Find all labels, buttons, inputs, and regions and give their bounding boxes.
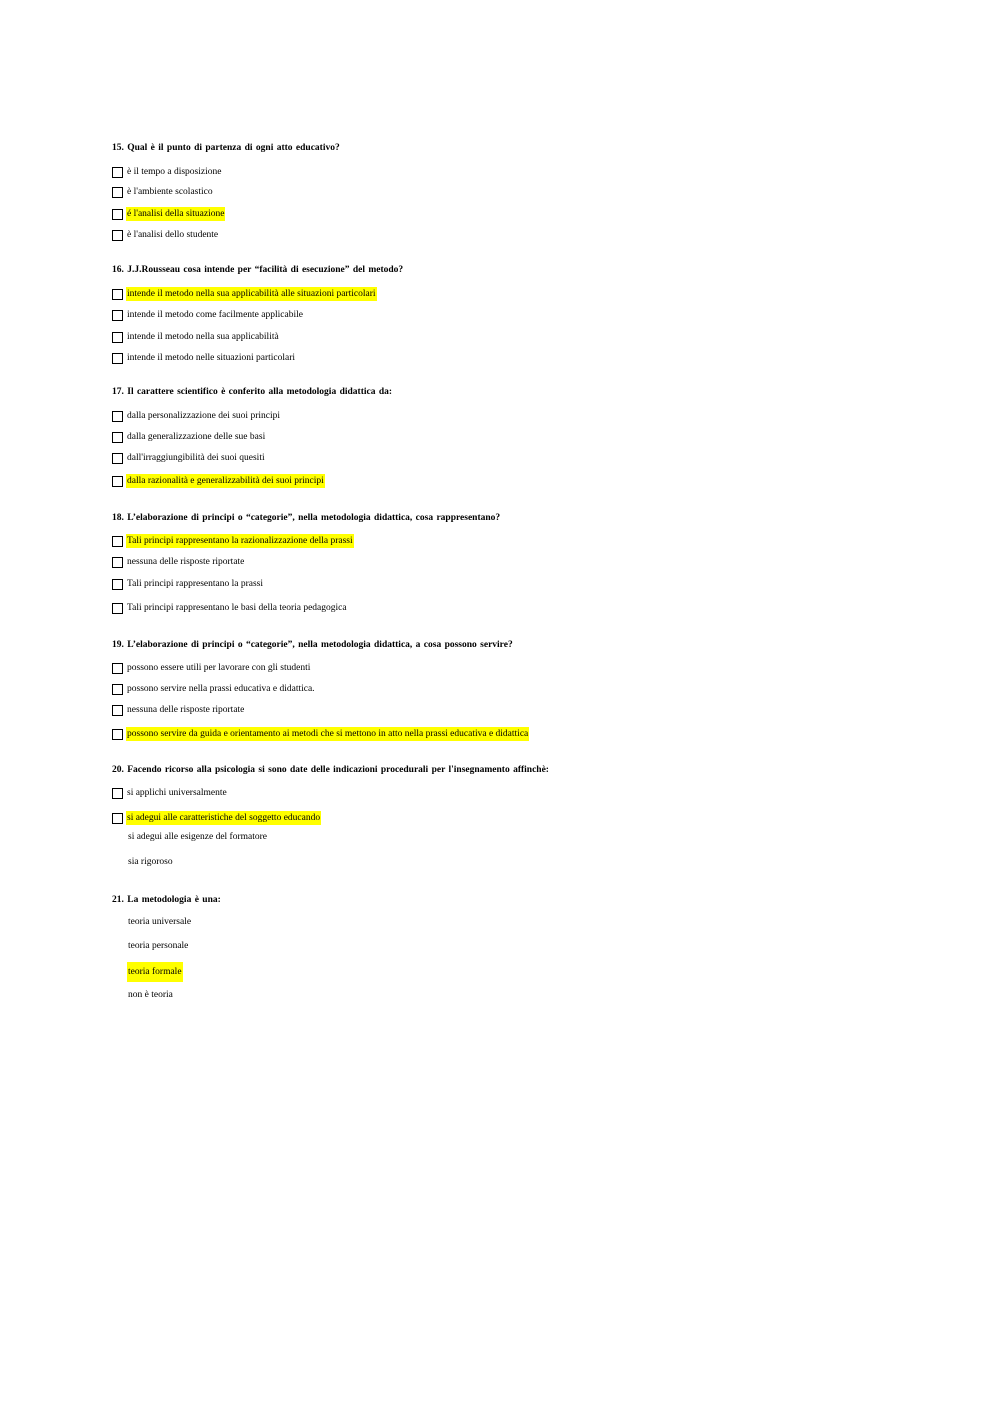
option-label-highlighted: Tali principi rappresentano la razionalizzazione della prassi	[127, 536, 353, 546]
question-18-title: 18. L’elaborazione di principi o “categorie”, nella metodologia didattica, cosa rappresentano?	[112, 513, 501, 523]
checkbox-empty-icon[interactable]	[112, 353, 123, 364]
option-label: intende il metodo nelle situazioni particolari	[127, 353, 296, 363]
option-label: è l'ambiente scolastico	[127, 187, 213, 197]
checkbox-empty-icon[interactable]	[112, 289, 123, 300]
checkbox-empty-icon[interactable]	[112, 432, 123, 443]
checkbox-empty-icon[interactable]	[112, 557, 123, 568]
question-18-option-2[interactable]	[112, 555, 245, 569]
question-15-option-3[interactable]	[112, 207, 225, 221]
question-21-option-1[interactable]	[127, 915, 192, 929]
question-20-option-3[interactable]	[127, 830, 268, 844]
option-label: teoria universale	[128, 917, 192, 927]
question-19-option-1[interactable]	[112, 661, 311, 675]
checkbox-empty-icon[interactable]	[112, 453, 123, 464]
checkbox-empty-icon[interactable]	[112, 579, 123, 590]
checkbox-empty-icon[interactable]	[112, 332, 123, 343]
option-label: Tali principi rappresentano la prassi	[127, 579, 263, 589]
question-19-title: 19. L’elaborazione di principi o “categorie”, nella metodologia didattica, a cosa possono servire?	[112, 640, 513, 650]
checkbox-empty-icon[interactable]	[112, 230, 123, 241]
question-16-title: 16. J.J.Rousseau cosa intende per “facilità di esecuzione” del metodo?	[112, 265, 404, 275]
option-label: è l'analisi dello studente	[127, 230, 219, 240]
checkbox-empty-icon[interactable]	[112, 813, 123, 824]
checkbox-empty-icon[interactable]	[112, 729, 123, 740]
checkbox-empty-icon[interactable]	[112, 663, 123, 674]
checkbox-empty-icon[interactable]	[112, 536, 123, 547]
question-21-option-4[interactable]	[127, 988, 174, 1002]
question-16-option-2[interactable]	[112, 308, 304, 322]
option-label: intende il metodo nella sua applicabilità	[127, 332, 279, 342]
option-label-highlighted: teoria formale	[127, 962, 183, 982]
checkbox-empty-icon[interactable]	[112, 411, 123, 422]
checkbox-empty-icon[interactable]	[112, 705, 123, 716]
question-20-option-1[interactable]	[112, 786, 228, 800]
option-label: si applichi universalmente	[127, 788, 227, 798]
option-label: è il tempo a disposizione	[127, 167, 222, 177]
question-15-option-4[interactable]	[112, 228, 219, 242]
option-label-highlighted: possono servire da guida e orientamento ai metodi che si mettono in atto nella prassi educativa e didattica	[127, 729, 529, 739]
question-17-option-1[interactable]	[112, 409, 281, 423]
option-label: intende il metodo come facilmente applicabile	[127, 310, 303, 320]
question-17-option-3[interactable]	[112, 451, 266, 465]
question-21-option-3[interactable]	[127, 962, 183, 982]
option-label-highlighted: dalla razionalità e generalizzabilità dei suoi principi	[127, 476, 324, 486]
option-label: dalla generalizzazione delle sue basi	[127, 432, 266, 442]
option-label: sia rigoroso	[128, 857, 173, 867]
question-17-option-4[interactable]	[112, 474, 325, 488]
checkbox-empty-icon[interactable]	[112, 684, 123, 695]
option-label: si adegui alle esigenze del formatore	[128, 832, 268, 842]
option-label: teoria personale	[128, 941, 189, 951]
question-15-option-1[interactable]	[112, 165, 222, 179]
checkbox-empty-icon[interactable]	[112, 603, 123, 614]
question-15-option-2[interactable]	[112, 185, 214, 199]
question-21-title: 21. La metodologia è una:	[112, 895, 221, 905]
option-label: dall'irraggiungibilità dei suoi quesiti	[127, 453, 265, 463]
option-label: possono essere utili per lavorare con gli studenti	[127, 663, 311, 673]
option-label: dalla personalizzazione dei suoi principi	[127, 411, 280, 421]
question-21-option-2[interactable]	[127, 939, 189, 953]
checkbox-empty-icon[interactable]	[112, 167, 123, 178]
checkbox-empty-icon[interactable]	[112, 476, 123, 487]
question-18-option-1[interactable]	[112, 534, 354, 548]
question-19-option-3[interactable]	[112, 703, 245, 717]
question-17-option-2[interactable]	[112, 430, 266, 444]
checkbox-empty-icon[interactable]	[112, 187, 123, 198]
question-16-option-1[interactable]	[112, 287, 377, 301]
checkbox-empty-icon[interactable]	[112, 788, 123, 799]
option-label: non è teoria	[128, 990, 173, 1000]
question-19-option-4[interactable]	[112, 727, 529, 741]
option-label-highlighted: intende il metodo nella sua applicabilità alle situazioni particolari	[127, 289, 376, 299]
question-20-option-2[interactable]	[112, 811, 321, 825]
option-label: nessuna delle risposte riportate	[127, 557, 245, 567]
option-label: Tali principi rappresentano le basi della teoria pedagogica	[127, 603, 347, 613]
question-20-option-4[interactable]	[127, 855, 174, 869]
option-label-highlighted: é l'analisi della situazione	[127, 209, 225, 219]
question-16-option-3[interactable]	[112, 330, 280, 344]
option-label-highlighted: si adegui alle caratteristiche del soggetto educando	[127, 813, 321, 823]
option-label: possono servire nella prassi educativa e didattica.	[127, 684, 315, 694]
option-label: nessuna delle risposte riportate	[127, 705, 245, 715]
question-18-option-3[interactable]	[112, 577, 264, 591]
question-15-title: 15. Qual è il punto di partenza di ogni atto educativo?	[112, 143, 340, 153]
question-17-title: 17. Il carattere scientifico è conferito alla metodologia didattica da:	[112, 387, 393, 397]
question-20-title: 20. Facendo ricorso alla psicologia si sono date delle indicazioni procedurali per l'insegnamento affinchè:	[112, 765, 549, 775]
checkbox-empty-icon[interactable]	[112, 310, 123, 321]
question-16-option-4[interactable]	[112, 351, 296, 365]
checkbox-empty-icon[interactable]	[112, 209, 123, 220]
question-18-option-4[interactable]	[112, 601, 348, 615]
question-19-option-2[interactable]	[112, 682, 316, 696]
